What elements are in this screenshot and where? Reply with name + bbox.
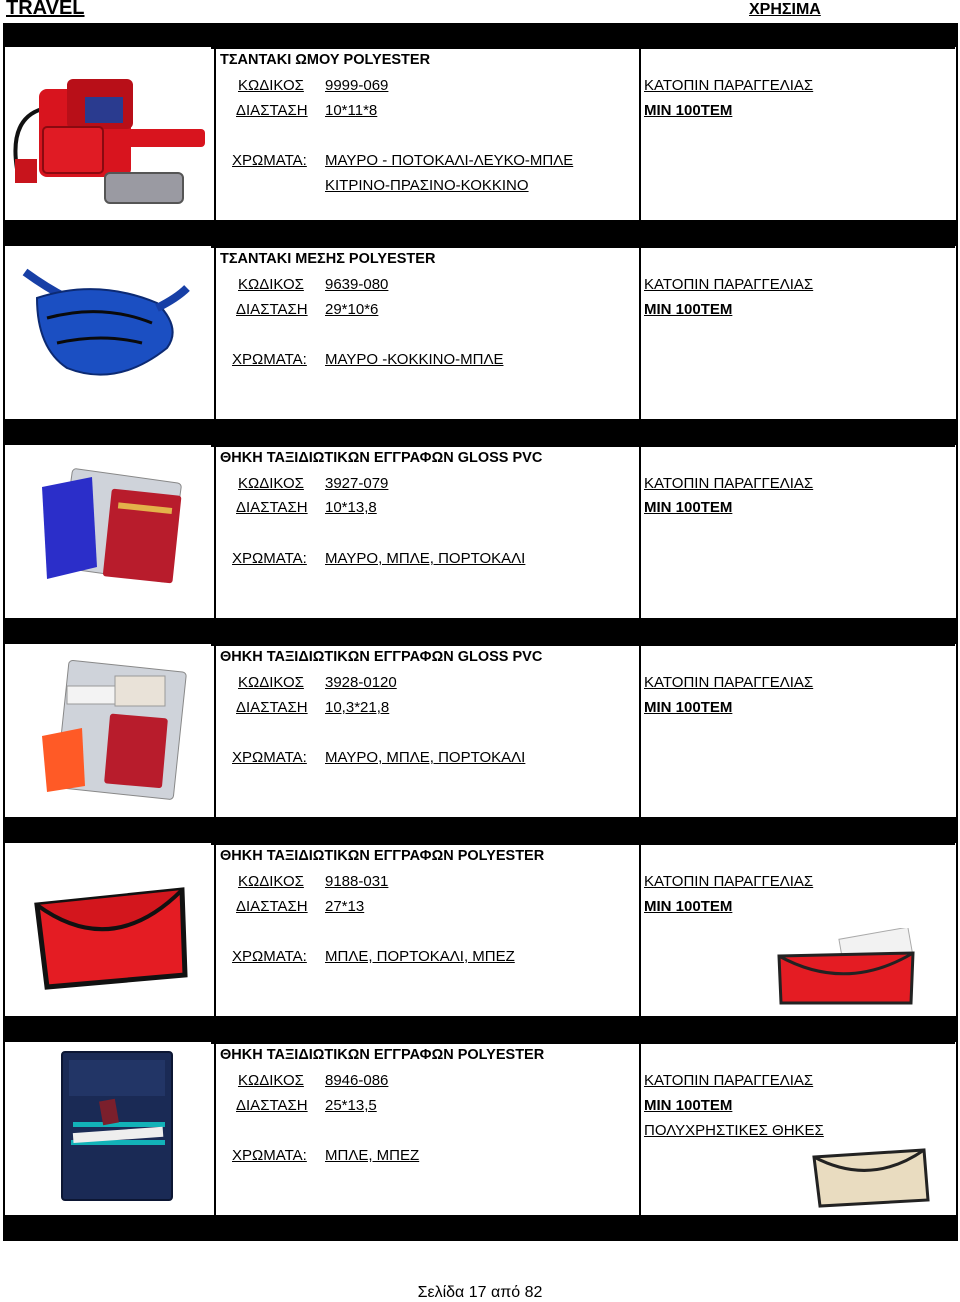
product-title: ΤΣΑΝΤΑΚΙ ΩΜΟΥ POLYESTER — [220, 52, 431, 68]
code-value: 3928-0120 — [325, 674, 397, 691]
colors-value: ΜΑΥΡΟ, ΜΠΛΕ, ΠΟΡΤΟΚΑΛΙ — [325, 550, 526, 567]
product-title: ΘΗΚΗ ΤΑΞΙΔΙΩΤΙΚΩΝ ΕΓΓΡΑΦΩΝ GLOSS PVC — [220, 649, 543, 665]
size-value: 27*13 — [325, 898, 365, 915]
order-note: ΚΑΤΟΠΙΝ ΠΑΡΑΓΓΕΛΙΑΣ — [644, 1072, 814, 1089]
row-divider — [211, 47, 955, 49]
red-pouch-open-image — [771, 928, 921, 1008]
red-document-pouch-image — [7, 845, 212, 1015]
min-quantity: MIN 100TEM — [644, 102, 733, 119]
size-label: ΔΙΑΣΤΑΣΗ — [236, 102, 308, 119]
size-value: 29*10*6 — [325, 301, 379, 318]
colors-label: ΧΡΩΜΑΤΑ: — [232, 351, 307, 368]
product-section — [3, 23, 958, 222]
section-separator — [3, 222, 958, 246]
product-details-cell — [214, 1042, 641, 1217]
product-section — [3, 421, 958, 620]
product-image-cell — [3, 445, 214, 620]
product-image-cell — [3, 246, 214, 421]
min-quantity: MIN 100TEM — [644, 699, 733, 716]
colors-label: ΧΡΩΜΑΤΑ: — [232, 550, 307, 567]
order-info-cell — [641, 445, 958, 620]
row-divider — [211, 843, 955, 845]
colors-value: ΜΑΥΡΟ -ΚΟΚΚΙΝΟ-ΜΠΛΕ — [325, 351, 504, 368]
order-info-cell — [641, 843, 958, 1018]
product-details-cell — [214, 246, 641, 421]
product-title: ΤΣΑΝΤΑΚΙ ΜΕΣΗΣ POLYESTER — [220, 251, 436, 267]
code-label: ΚΩΔΙΚΟΣ — [238, 77, 304, 94]
product-section — [3, 620, 958, 819]
order-note: ΚΑΤΟΠΙΝ ΠΑΡΑΓΓΕΛΙΑΣ — [644, 276, 814, 293]
product-title: ΘΗΚΗ ΤΑΞΙΔΙΩΤΙΚΩΝ ΕΓΓΡΑΦΩΝ POLYESTER — [220, 848, 545, 864]
subcategory-title: ΧΡΗΣΙΜΑ — [749, 1, 821, 18]
product-details-cell — [214, 644, 641, 819]
size-label: ΔΙΑΣΤΑΣΗ — [236, 499, 308, 516]
section-separator — [3, 620, 958, 644]
order-info-cell — [641, 246, 958, 421]
order-info-cell — [641, 1042, 958, 1217]
order-note: ΚΑΤΟΠΙΝ ΠΑΡΑΓΓΕΛΙΑΣ — [644, 475, 814, 492]
colors-value: ΜΑΥΡΟ, ΜΠΛΕ, ΠΟΡΤΟΚΑΛΙ — [325, 749, 526, 766]
size-value: 10,3*21,8 — [325, 699, 390, 716]
colors-label: ΧΡΩΜΑΤΑ: — [232, 948, 307, 965]
min-quantity: MIN 100TEM — [644, 1097, 733, 1114]
navy-document-wallet-image — [7, 1044, 212, 1214]
min-quantity: MIN 100TEM — [644, 301, 733, 318]
product-title: ΘΗΚΗ ΤΑΞΙΔΙΩΤΙΚΩΝ ΕΓΓΡΑΦΩΝ GLOSS PVC — [220, 450, 543, 466]
code-value: 9999-069 — [325, 77, 389, 94]
code-value: 9188-031 — [325, 873, 389, 890]
shoulder-bag-image — [7, 49, 212, 219]
waist-bag-image — [7, 248, 212, 418]
colors-value: ΜΠΛΕ, ΠΟΡΤΟΚΑΛΙ, ΜΠΕΖ — [325, 948, 515, 965]
multi-use-note: ΠΟΛΥΧΡΗΣΤΙΚΕΣ ΘΗΚΕΣ — [644, 1122, 824, 1139]
size-value: 25*13,5 — [325, 1097, 377, 1114]
order-note: ΚΑΤΟΠΙΝ ΠΑΡΑΓΓΕΛΙΑΣ — [644, 873, 814, 890]
page-number: Σελίδα 17 από 82 — [417, 1284, 543, 1301]
category-title: TRAVEL — [6, 0, 85, 19]
size-value: 10*13,8 — [325, 499, 377, 516]
code-value: 3927-079 — [325, 475, 389, 492]
product-image-cell — [3, 1042, 214, 1217]
product-section — [3, 222, 958, 421]
product-details-cell — [214, 47, 641, 222]
colors-value: ΜΠΛΕ, ΜΠΕΖ — [325, 1147, 420, 1164]
size-label: ΔΙΑΣΤΑΣΗ — [236, 699, 308, 716]
section-separator — [3, 23, 958, 47]
row-divider — [211, 644, 955, 646]
beige-pouch-image — [806, 1142, 936, 1212]
product-image-cell — [3, 644, 214, 819]
row-divider — [211, 1042, 955, 1044]
travel-document-holder-image — [7, 646, 212, 816]
code-label: ΚΩΔΙΚΟΣ — [238, 873, 304, 890]
colors-value: ΜΑΥΡΟ - ΠΟΤΟΚΑΛΙ-ΛΕΥΚΟ-ΜΠΛΕ — [325, 152, 574, 169]
product-image-cell — [3, 47, 214, 222]
order-info-cell — [641, 644, 958, 819]
product-details-cell — [214, 843, 641, 1018]
order-note: ΚΑΤΟΠΙΝ ΠΑΡΑΓΓΕΛΙΑΣ — [644, 77, 814, 94]
row-divider — [211, 445, 955, 447]
product-details-cell — [214, 445, 641, 620]
section-separator — [3, 1217, 958, 1241]
section-separator — [3, 421, 958, 445]
order-info-cell — [641, 47, 958, 222]
code-value: 9639-080 — [325, 276, 389, 293]
code-value: 8946-086 — [325, 1072, 389, 1089]
min-quantity: MIN 100TEM — [644, 898, 733, 915]
product-image-cell — [3, 843, 214, 1018]
code-label: ΚΩΔΙΚΟΣ — [238, 1072, 304, 1089]
code-label: ΚΩΔΙΚΟΣ — [238, 475, 304, 492]
size-label: ΔΙΑΣΤΑΣΗ — [236, 1097, 308, 1114]
size-value: 10*11*8 — [325, 102, 378, 119]
product-section — [3, 819, 958, 1018]
passport-holder-image — [7, 447, 212, 617]
row-divider — [211, 246, 955, 248]
size-label: ΔΙΑΣΤΑΣΗ — [236, 301, 308, 318]
min-quantity: MIN 100TEM — [644, 499, 733, 516]
colors-label: ΧΡΩΜΑΤΑ: — [232, 749, 307, 766]
order-note: ΚΑΤΟΠΙΝ ΠΑΡΑΓΓΕΛΙΑΣ — [644, 674, 814, 691]
colors-value-line2: ΚΙΤΡΙΝΟ-ΠΡΑΣΙΝΟ-ΚΟΚΚΙΝΟ — [325, 177, 529, 194]
section-separator — [3, 1018, 958, 1042]
product-section — [3, 1018, 958, 1217]
colors-label: ΧΡΩΜΑΤΑ: — [232, 152, 307, 169]
size-label: ΔΙΑΣΤΑΣΗ — [236, 898, 308, 915]
section-separator — [3, 819, 958, 843]
code-label: ΚΩΔΙΚΟΣ — [238, 674, 304, 691]
product-title: ΘΗΚΗ ΤΑΞΙΔΙΩΤΙΚΩΝ ΕΓΓΡΑΦΩΝ POLYESTER — [220, 1047, 545, 1063]
code-label: ΚΩΔΙΚΟΣ — [238, 276, 304, 293]
colors-label: ΧΡΩΜΑΤΑ: — [232, 1147, 307, 1164]
